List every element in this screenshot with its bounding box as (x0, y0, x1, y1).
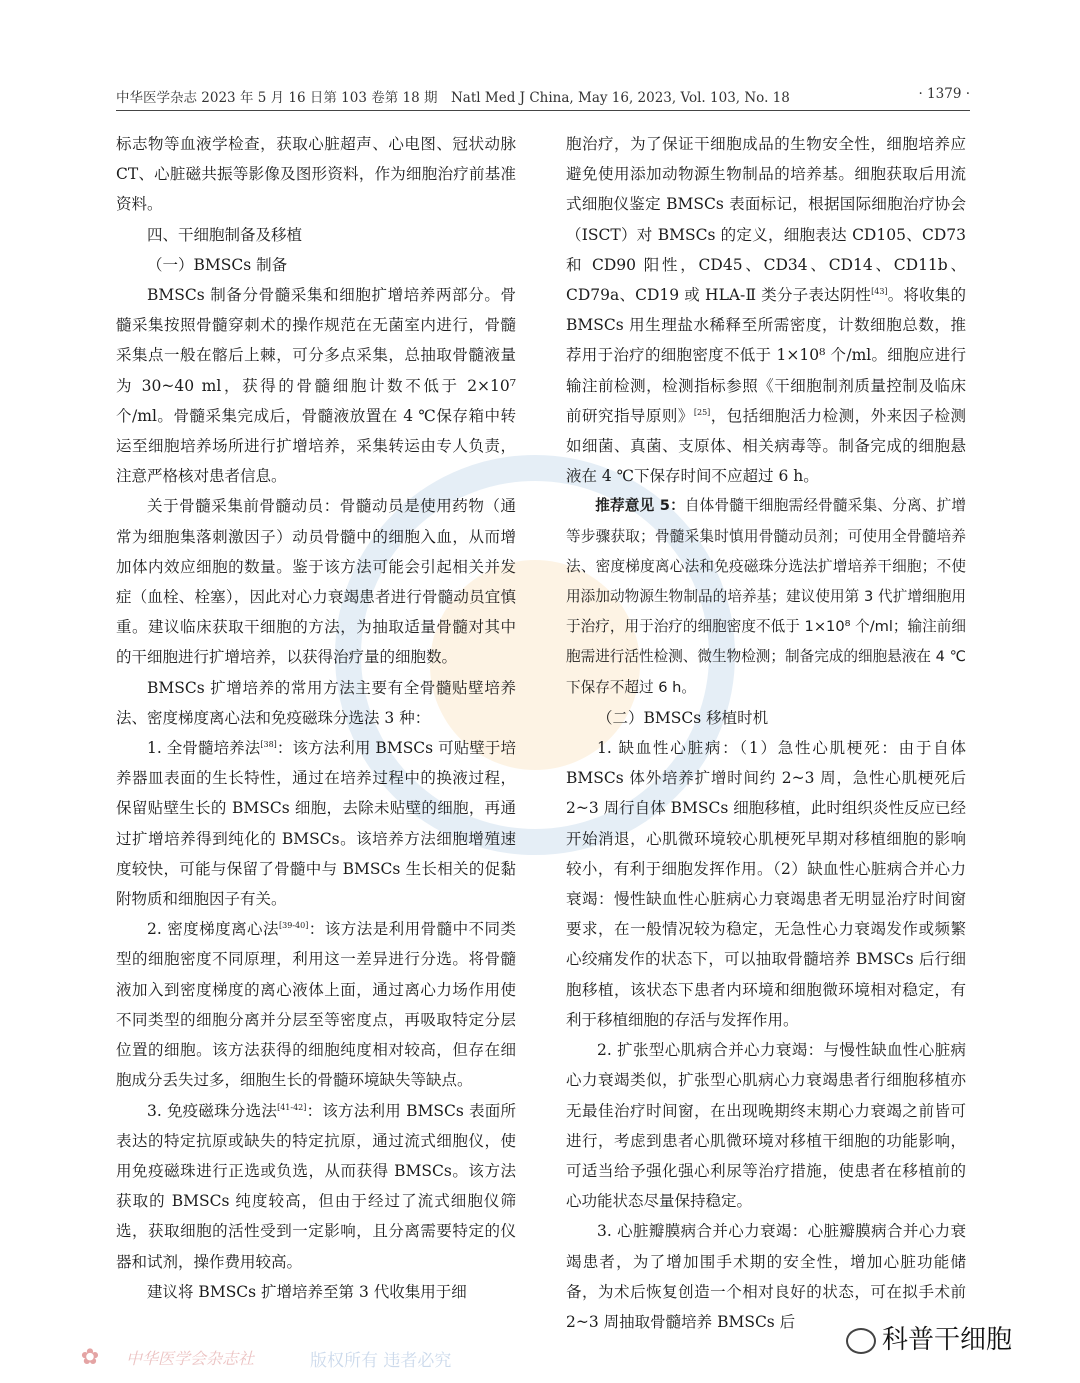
paragraph: 关于骨髓采集前骨髓动员：骨髓动员是使用药物（通常为细胞集落刺激因子）动员骨髓中的细胞入血，从而增加体内效应细胞的数量。鉴于该方法可能会引起相关并发症（血栓、栓塞），因此对心力衰竭患者进行骨髓动员宜慎重。建议临床获取干细胞的方法，为抽取适量骨髓对其中的干细胞进行扩增培养，以获得治疗量的细胞数。 (116, 497, 516, 667)
paragraph: 建议将 BMSCs 扩增培养至第 3 代收集用于细 (147, 1282, 467, 1301)
wechat-account: 科普干细胞 (882, 1325, 1013, 1355)
paragraph (116, 733, 516, 914)
right-column (566, 129, 966, 1337)
subsection-heading: （一）BMSCs 制备 (147, 255, 288, 274)
paragraph: 2. 扩张型心肌病合并心力衰竭：与慢性缺血性心脏病心力衰竭类似，扩张型心肌病心力衰竭患者行细胞移植亦无最佳治疗时间窗，在出现晚期终末期心力衰竭之前皆可进行，考虑到患者心肌微环境对移植干细胞的功能影响，可适当给予强化强心利尿等治疗措施，使患者在移植前的心功能状态尽量保持稳定。 (566, 1041, 966, 1211)
method-title: 2. 密度梯度离心法 (147, 920, 280, 939)
citation[interactable]: [25] (693, 407, 711, 417)
citation[interactable]: [41-42] (277, 1102, 307, 1112)
paragraph-text: ，包括细胞活力检测，外来因子检测如细菌、真菌、支原体、相关病毒等。制备完成的细胞悬液在 4 ℃下保存时间不应超过 6 h。 (566, 406, 966, 486)
subsection-heading: （二）BMSCs 移植时机 (597, 708, 769, 727)
left-column (116, 129, 516, 1307)
citation[interactable]: [43] (871, 287, 888, 297)
paragraph-text: 胞治疗，为了保证干细胞成品的生物安全性，细胞培养应避免使用添加动物源生物制品的培养基。细胞获取后用流式细胞仪鉴定 BMSCs 表面标记，根据国际细胞治疗协会（ISCT）对 BMSCs 的定义，细胞表达 CD105、CD73 和 CD90 阳性，CD45、CD34、CD14、CD11b、CD79a、CD19 或 HLA-Ⅱ 类分子表达阴性 (566, 135, 966, 305)
wechat-icon (846, 1328, 876, 1354)
method-text: ：该方法利用 BMSCs 可贴壁于培养器皿表面的生长特性，通过在培养过程中的换液过程，保留贴壁生长的 BMSCs 细胞，去除未贴壁的细胞，再通过扩增培养得到纯化的 BMSCs。该培养方法细胞增殖速度较快，可能与保留了骨髓中与 BMSCs 生长相关的促黏附物质和细胞因子有关。 (116, 739, 516, 909)
recommendation-label: 推荐意见 5： (595, 497, 685, 515)
publisher-logo-icon: ✿ (80, 1345, 100, 1370)
citation[interactable]: [39-40] (279, 921, 309, 931)
paragraph-text: 。将收集的 BMSCs 用生理盐水稀释至所需密度，计数细胞总数，推荐用于治疗的细胞密度不低于 1×10⁸ 个/ml。细胞应进行输注前检测，检测指标参照《干细胞制剂质量控制及临床前研究指导原则》 (566, 286, 966, 425)
running-header (116, 86, 970, 108)
paragraph (116, 914, 516, 1095)
paragraph (566, 129, 966, 491)
journal-citation: 中华医学杂志 2023 年 5 月 16 日第 103 卷第 18 期 Natl Med J China, May 16, 2023, Vol. 103, No. 18 (116, 90, 790, 106)
paragraph: BMSCs 扩增培养的常用方法主要有全骨髓贴壁培养法、密度梯度离心法和免疫磁珠分选法 3 种： (116, 678, 516, 727)
citation[interactable]: [38] (260, 740, 277, 750)
recommendation (566, 491, 966, 702)
method-title: 1. 全骨髓培养法 (147, 739, 261, 758)
section-heading: 四、干细胞制备及移植 (147, 225, 303, 244)
paragraph: 1. 缺血性心脏病：（1）急性心肌梗死：由于自体 BMSCs 体外培养扩增时间约 2~3 周，急性心肌梗死后 2~3 周行自体 BMSCs 细胞移植，此时组织炎性反应已经开始消退，心肌微环境较心肌梗死早期对移植细胞的影响较小，有利于细胞发挥作用。（2）缺血性心脏病合并心力衰竭：慢性缺血性心脏病心力衰竭患者无明显治疗时间窗要求，在一般情况较为稳定，无急性心力衰竭发作或频繁心绞痛发作的状态下，可以抽取骨髓培养 BMSCs 后行细胞移植，该状态下患者内环境和细胞微环境相对稳定，有利于移植细胞的存活与发挥作用。 (566, 739, 966, 1029)
method-text: ：该方法利用 BMSCs 表面所表达的特定抗原或缺失的特定抗原，通过流式细胞仪，使用免疫磁珠进行正选或负选，从而获得 BMSCs。该方法获取的 BMSCs 纯度较高，但由于经过了流式细胞仪筛选，获取细胞的活性受到一定影响，且分离需要特定的仪器和试剂，操作费用较高。 (116, 1101, 516, 1271)
page-number: · 1379 · (918, 86, 970, 102)
wechat-watermark (840, 1317, 1018, 1358)
publisher-name: 中华医学会杂志社 (126, 1349, 255, 1368)
paragraph: 3. 心脏瓣膜病合并心力衰竭：心脏瓣膜病合并心力衰竭患者，为了增加围手术期的安全性，增加心脏功能储备，为术后恢复创造一个相对良好的状态，可在拟手术前 2~3 周抽取骨髓培养 BMSCs 后 (566, 1222, 966, 1331)
paragraph: BMSCs 制备分骨髓采集和细胞扩增培养两部分。骨髓采集按照骨髓穿刺术的操作规范在无菌室内进行，骨髓采集点一般在髂后上棘，可分多点采集，总抽取骨髓液量为 30~40 ml，获得的骨髓细胞计数不低于 2×10⁷ 个/ml。骨髓采集完成后，骨髓液放置在 4 ℃保存箱中转运至细胞培养场所进行扩增培养，采集转运由专人负责，注意严格核对患者信息。 (116, 286, 516, 486)
copyright-slogan: 版权所有 违者必究 (310, 1351, 452, 1371)
paragraph (116, 1096, 516, 1277)
paragraph: 标志物等血液学检查，获取心脏超声、心电图、冠状动脉CT、心脏磁共振等影像及图形资料，作为细胞治疗前基准资料。 (116, 135, 516, 214)
method-text: ：该方法是利用骨髓中不同类型的细胞密度不同原理，利用这一差异进行分选。将骨髓液加入到密度梯度的离心液体上面，通过离心力场作用使不同类型的细胞分离并分层至等密度点，再吸取特定分层位置的细胞。该方法获得的细胞纯度相对较高，但存在细胞成分丢失过多，细胞生长的骨髓环境缺失等缺点。 (116, 920, 516, 1090)
method-title: 3. 免疫磁珠分选法 (147, 1101, 278, 1120)
recommendation-text: 自体骨髓干细胞需经骨髓采集、分离、扩增等步骤获取；骨髓采集时慎用骨髓动员剂；可使用全骨髓培养法、密度梯度离心法和免疫磁珠分选法扩增培养干细胞；不使用添加动物源生物制品的培养基；建议使用第 3 代扩增细胞用于治疗，用于治疗的细胞密度不低于 1×10⁸ 个/ml；输注前细胞需进行活性检测、微生物检测；制备完成的细胞悬液在 4 ℃下保存不超过 6 h。 (566, 497, 966, 696)
header-rule (116, 110, 970, 111)
